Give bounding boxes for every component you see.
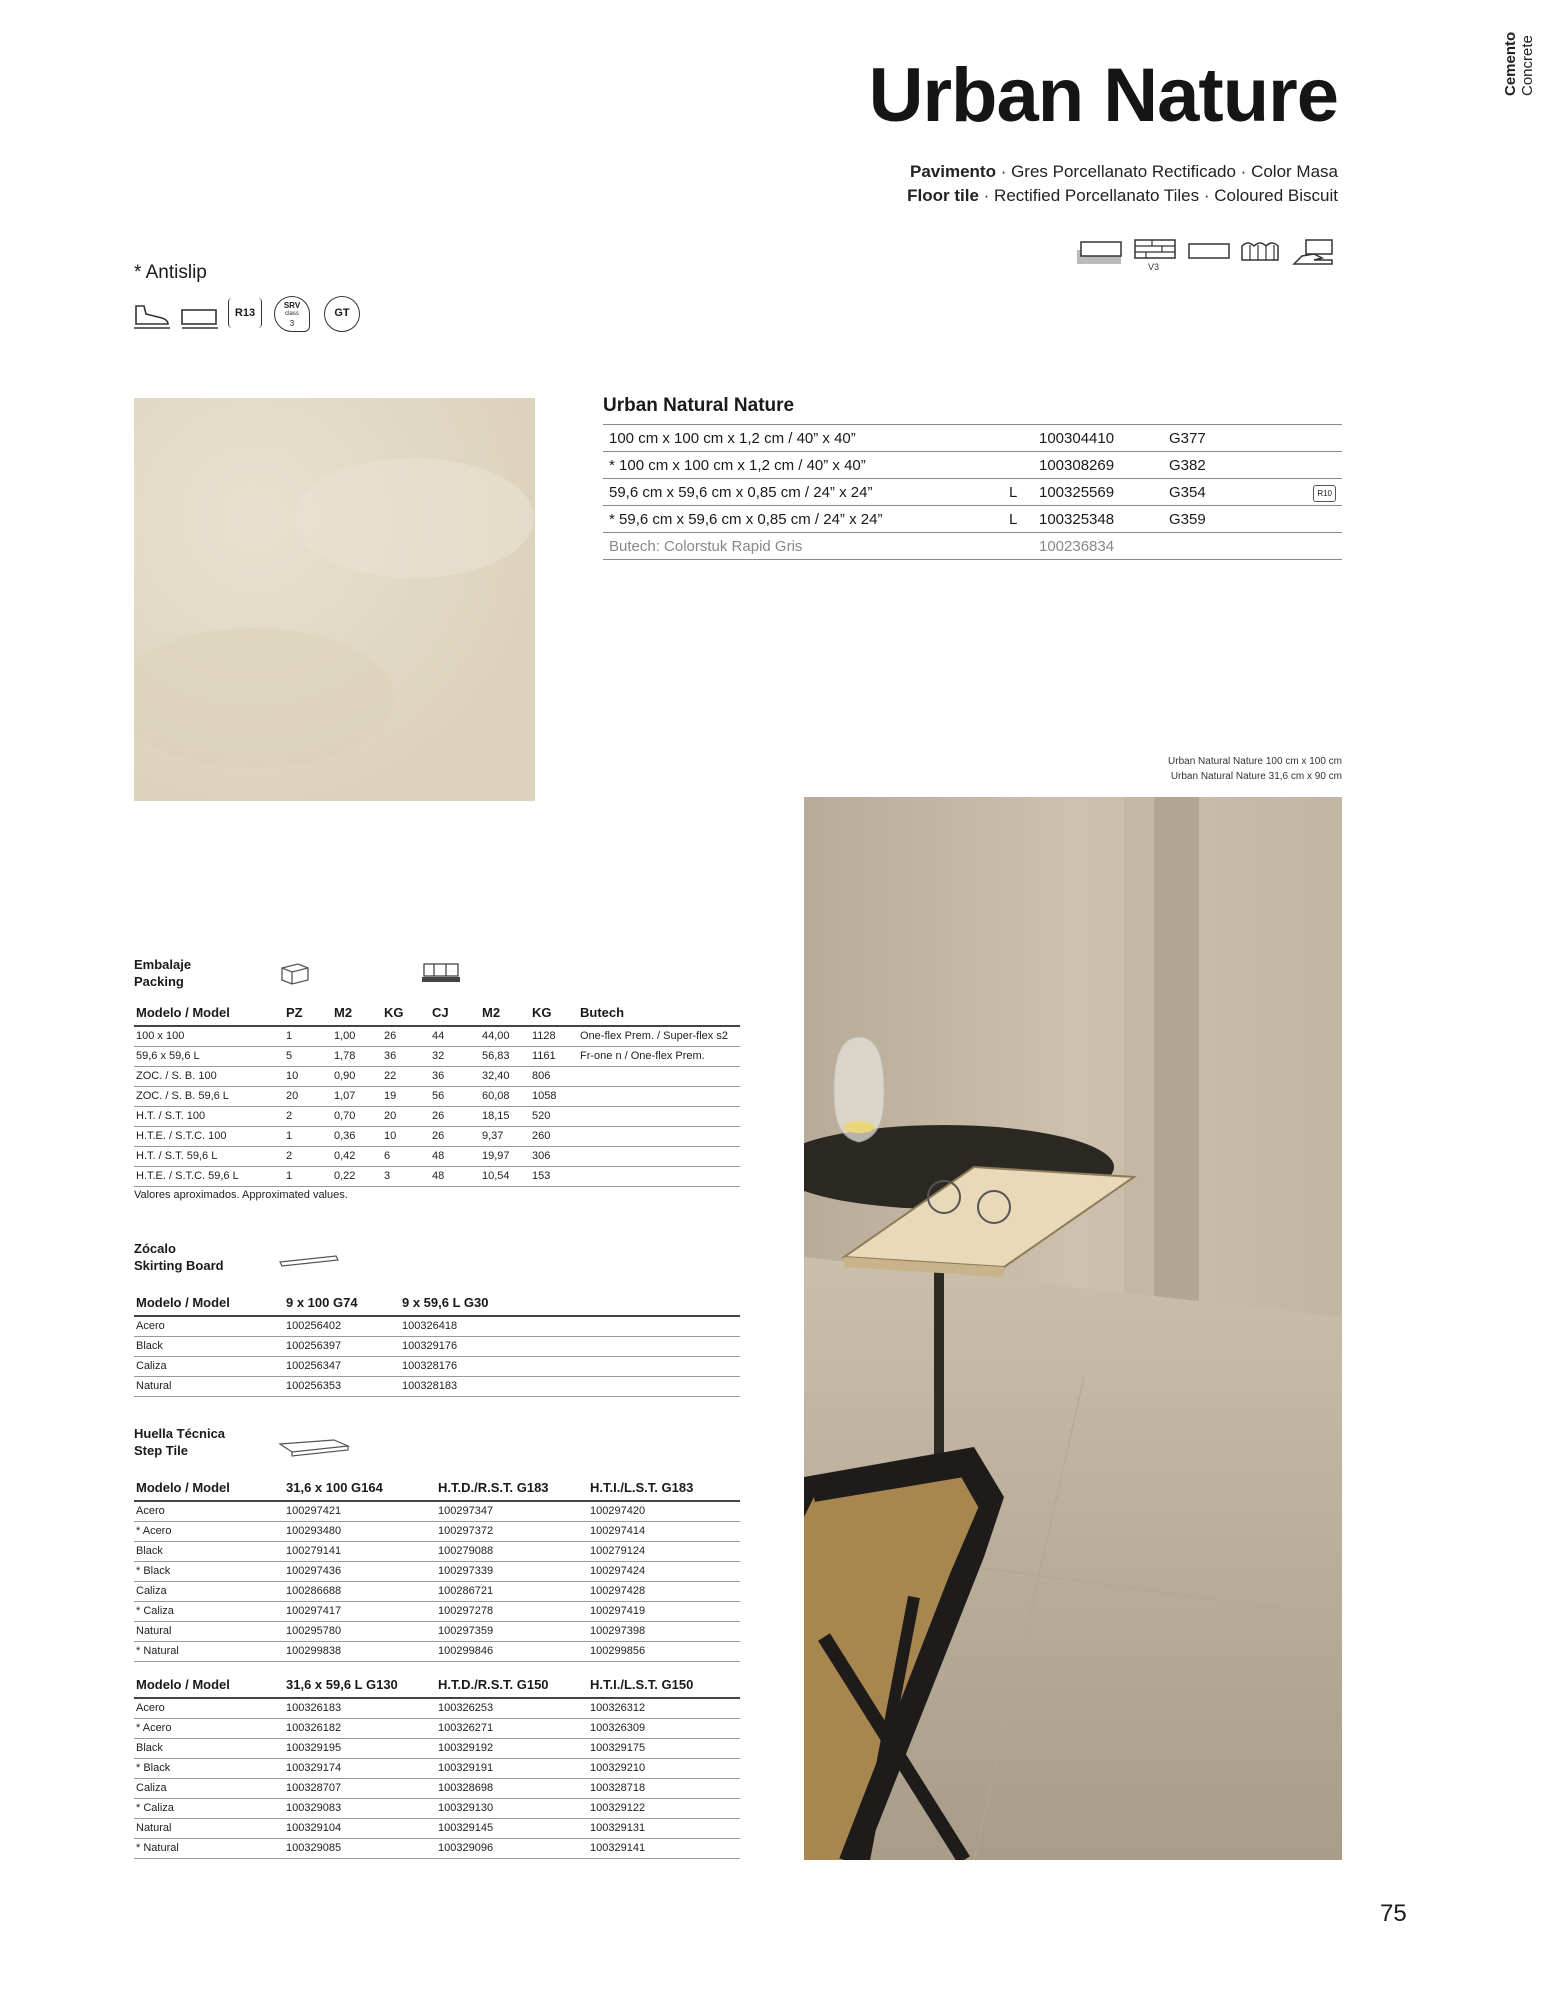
table-cell: 100329130 [436,1798,588,1818]
product-cell-badge [1303,506,1342,533]
table-row [134,1778,740,1798]
table-row [134,1641,740,1661]
table-row [134,1336,740,1356]
table-cell: * Natural [134,1641,284,1661]
product-cell-code: 100325348 [1033,506,1163,533]
product-cell-size: 100 cm x 100 cm x 1,2 cm / 40” x 40” [603,425,1003,452]
product-cell-size: 59,6 cm x 59,6 cm x 0,85 cm / 24” x 24” [603,479,1003,506]
product-cell-code: 100308269 [1033,452,1163,479]
product-cell-size: Butech: Colorstuk Rapid Gris [603,533,1003,560]
table-cell: 100299856 [588,1641,740,1661]
table-cell: 0,22 [332,1166,382,1186]
table-cell: 20 [382,1106,430,1126]
table-cell: 22 [382,1066,430,1086]
table-header-cell: PZ [284,1000,332,1026]
table-cell: 100329131 [588,1818,740,1838]
table-cell: 100329104 [284,1818,436,1838]
table-cell: * Acero [134,1521,284,1541]
shoe-icon [132,300,172,330]
photo-caption-line2: Urban Natural Nature 31,6 cm x 90 cm [1170,771,1342,782]
subtitle-line-es [907,160,1338,184]
pallet-icon [420,960,464,986]
tile-swatch-image [134,398,535,801]
table-cell: 26 [430,1126,480,1146]
table-cell: 100256347 [284,1356,400,1376]
table-row [134,1106,740,1126]
product-cell-l [1003,533,1033,560]
table-header-cell: Modelo / Model [134,1672,284,1698]
product-cell-g: G382 [1163,452,1303,479]
page-subtitle [907,160,1338,208]
table-header-cell: M2 [332,1000,382,1026]
table-cell: 100297398 [588,1621,740,1641]
table-cell: 19 [382,1086,430,1106]
table-header-cell: H.T.D./R.S.T. G150 [436,1672,588,1698]
table-cell: 100286688 [284,1581,436,1601]
product-name: Urban Natural Nature [603,395,795,416]
table-cell [578,1146,740,1166]
table-row [134,1758,740,1778]
table-cell: H.T.E. / S.T.C. 59,6 L [134,1166,284,1186]
table-cell: 0,36 [332,1126,382,1146]
table-cell: 0,70 [332,1106,382,1126]
table-cell: * Caliza [134,1601,284,1621]
skirting-table [134,1290,740,1397]
subtitle-en-rest: · Rectified Porcellanato Tiles · Coloured Biscuit [978,186,1338,205]
product-cell-l: L [1003,506,1033,533]
table-cell: H.T. / S.T. 100 [134,1106,284,1126]
table-cell: 1161 [530,1046,578,1066]
table-cell: 3 [382,1166,430,1186]
table-cell: 10 [284,1066,332,1086]
skirting-label-es: Zócalo [134,1241,176,1256]
table-cell: 100297436 [284,1561,436,1581]
table-cell: 18,15 [480,1106,530,1126]
table-cell: 100299838 [284,1641,436,1661]
table-cell: 19,97 [480,1146,530,1166]
table-cell: 32,40 [480,1066,530,1086]
table-cell: 2 [284,1106,332,1126]
table-cell: 20 [284,1086,332,1106]
table-cell: 100297278 [436,1601,588,1621]
box-icon [278,960,312,986]
table-header-cell: H.T.I./L.S.T. G183 [588,1475,740,1501]
table-cell: 10,54 [480,1166,530,1186]
table-cell: * Acero [134,1718,284,1738]
table-row [134,1838,740,1858]
table-cell: 100329122 [588,1798,740,1818]
table-cell: 100328707 [284,1778,436,1798]
table-cell: 100295780 [284,1621,436,1641]
table-row [134,1581,740,1601]
table-cell: 100286721 [436,1581,588,1601]
table-cell: 1 [284,1166,332,1186]
table-cell [578,1106,740,1126]
product-cell-code: 100304410 [1033,425,1163,452]
packing-label-es: Embalaje [134,957,192,972]
table-cell: Fr-one n / One-flex Prem. [578,1046,740,1066]
table-cell: 0,90 [332,1066,382,1086]
table-cell: 100297424 [588,1561,740,1581]
table-cell: ZOC. / S. B. 59,6 L [134,1086,284,1106]
table-cell: 100326182 [284,1718,436,1738]
table-cell: 100297339 [436,1561,588,1581]
hand-tile-icon [1292,238,1340,266]
category-side-tab [1502,12,1546,96]
product-cell-g: G354 [1163,479,1303,506]
product-cell-badge [1303,425,1342,452]
table-cell: 0,42 [332,1146,382,1166]
step-tile-table-2 [134,1672,740,1859]
product-cell-badge [1303,533,1342,560]
table-cell: 100329176 [400,1336,740,1356]
subtitle-line-en [907,184,1338,208]
table-cell: Acero [134,1316,284,1336]
page-title: Urban Nature [868,53,1338,138]
table-cell: Black [134,1738,284,1758]
table-cell: 59,6 x 59,6 L [134,1046,284,1066]
table-row [134,1086,740,1106]
step-tile-label-es: Huella Técnica [134,1426,226,1441]
table-cell: 100329141 [588,1838,740,1858]
table-row [134,1066,740,1086]
table-header-cell: 31,6 x 59,6 L G130 [284,1672,436,1698]
table-cell: 100279088 [436,1541,588,1561]
r10-badge: R10 [1313,485,1336,502]
product-row [603,506,1342,533]
table-row [134,1166,740,1186]
step-tile-icon [278,1438,352,1458]
gt-badge [324,296,360,332]
table-cell: * Black [134,1561,284,1581]
table-cell: 100256353 [284,1376,400,1396]
skirting-label [134,1240,224,1274]
table-header-cell: Modelo / Model [134,1290,284,1316]
table-cell: 100329083 [284,1798,436,1818]
table-row [134,1718,740,1738]
v3-label: V3 [1148,262,1160,272]
table-cell: 100297347 [436,1501,588,1521]
table-cell: 100279141 [284,1541,436,1561]
table-cell: H.T. / S.T. 59,6 L [134,1146,284,1166]
table-cell: Black [134,1336,284,1356]
table-cell: 5 [284,1046,332,1066]
table-row [134,1798,740,1818]
packing-label-en: Packing [134,974,184,989]
table-row [134,1521,740,1541]
table-header-cell: Modelo / Model [134,1475,284,1501]
table-header-cell: 9 x 100 G74 [284,1290,400,1316]
product-cell-code: 100325569 [1033,479,1163,506]
packing-label [134,956,191,990]
table-header-cell: 31,6 x 100 G164 [284,1475,436,1501]
product-cell-size: * 59,6 cm x 59,6 cm x 0,85 cm / 24” x 24” [603,506,1003,533]
table-cell: 100329096 [436,1838,588,1858]
subtitle-es-bold: Pavimento [909,162,996,181]
table-cell: 260 [530,1126,578,1146]
table-row [134,1698,740,1718]
step-tile-label-en: Step Tile [134,1443,188,1458]
table-row [134,1621,740,1641]
skirting-board-icon [278,1254,342,1270]
table-cell: Caliza [134,1581,284,1601]
table-cell: 100297417 [284,1601,436,1621]
table-cell: 100328176 [400,1356,740,1376]
table-cell: ZOC. / S. B. 100 [134,1066,284,1086]
table-cell [578,1166,740,1186]
table-cell: 100329145 [436,1818,588,1838]
table-cell: 100329195 [284,1738,436,1758]
table-cell: 806 [530,1066,578,1086]
table-cell: 1128 [530,1026,578,1046]
table-row [134,1046,740,1066]
srv-text: SRV [283,301,301,310]
large-format-icon [1188,238,1232,266]
table-cell: 153 [530,1166,578,1186]
ambient-photo-illustration [804,797,1342,1860]
table-cell: 26 [382,1026,430,1046]
table-cell: 100297419 [588,1601,740,1621]
table-cell: 100 x 100 [134,1026,284,1046]
table-cell: 2 [284,1146,332,1166]
table-cell: 1,07 [332,1086,382,1106]
gt-badge-text: GT [334,307,350,319]
r13-badge [228,298,262,328]
table-cell: 100326271 [436,1718,588,1738]
table-cell: 100326418 [400,1316,740,1336]
product-cell-l: L [1003,479,1033,506]
table-cell: 1,00 [332,1026,382,1046]
table-cell: 1058 [530,1086,578,1106]
table-cell: 10 [382,1126,430,1146]
table-cell: 6 [382,1146,430,1166]
packing-note: Valores aproximados. Approximated values. [134,1189,348,1201]
table-cell: One-flex Prem. / Super-flex s2 [578,1026,740,1046]
table-cell [578,1086,740,1106]
product-row [603,425,1342,452]
table-header-cell: Butech [578,1000,740,1026]
table-row [134,1146,740,1166]
table-cell: Natural [134,1621,284,1641]
table-row [134,1541,740,1561]
table-row [134,1356,740,1376]
table-cell: 100329175 [588,1738,740,1758]
table-cell: 100293480 [284,1521,436,1541]
packing-table [134,1000,740,1187]
table-cell: 100279124 [588,1541,740,1561]
product-cell-l [1003,425,1033,452]
step-tile-label [134,1425,225,1459]
table-cell: 100297359 [436,1621,588,1641]
table-cell: 100329210 [588,1758,740,1778]
table-row [134,1376,740,1396]
table-header-cell: KG [530,1000,578,1026]
table-cell: Black [134,1541,284,1561]
table-cell: 48 [430,1166,480,1186]
format-icons [1076,238,1344,278]
table-cell: 100256397 [284,1336,400,1356]
ambient-photo [804,797,1342,1860]
table-cell: 36 [430,1066,480,1086]
table-cell: 1 [284,1026,332,1046]
skirting-label-en: Skirting Board [134,1258,224,1273]
table-cell: 100329191 [436,1758,588,1778]
product-cell-g: G377 [1163,425,1303,452]
swatch-texture [134,398,535,801]
table-cell: 26 [430,1106,480,1126]
table-cell: 100297421 [284,1501,436,1521]
table-cell: 36 [382,1046,430,1066]
product-cell-badge [1303,479,1342,506]
surface-icon [180,306,220,332]
product-row [603,533,1342,560]
table-cell: 520 [530,1106,578,1126]
table-header-cell: 9 x 59,6 L G30 [400,1290,740,1316]
table-header-cell: H.T.D./R.S.T. G183 [436,1475,588,1501]
product-cell-code: 100236834 [1033,533,1163,560]
table-cell: H.T.E. / S.T.C. 100 [134,1126,284,1146]
table-cell [578,1126,740,1146]
single-tile-format-icon [1076,238,1124,266]
table-cell: Acero [134,1698,284,1718]
table-cell: 100328718 [588,1778,740,1798]
table-header-cell: H.T.I./L.S.T. G150 [588,1672,740,1698]
srv-class-badge [274,296,310,332]
table-row [134,1561,740,1581]
table-cell: 9,37 [480,1126,530,1146]
table-cell: 100326312 [588,1698,740,1718]
table-cell: 44 [430,1026,480,1046]
table-cell: Caliza [134,1356,284,1376]
antislip-badges [132,296,372,336]
table-cell: 100297420 [588,1501,740,1521]
photo-caption [1168,754,1342,784]
table-cell: 100329085 [284,1838,436,1858]
table-cell: 32 [430,1046,480,1066]
table-row [134,1601,740,1621]
product-row [603,479,1342,506]
table-cell: 100329174 [284,1758,436,1778]
table-cell: 100326183 [284,1698,436,1718]
table-header-cell: KG [382,1000,430,1026]
product-cell-g: G359 [1163,506,1303,533]
table-row [134,1818,740,1838]
table-cell: 44,00 [480,1026,530,1046]
table-cell: 100329192 [436,1738,588,1758]
product-cell-size: * 100 cm x 100 cm x 1,2 cm / 40” x 40” [603,452,1003,479]
table-cell: 60,08 [480,1086,530,1106]
table-cell: 1,78 [332,1046,382,1066]
table-cell: 100297372 [436,1521,588,1541]
product-cell-l [1003,452,1033,479]
table-cell: 100328698 [436,1778,588,1798]
table-row [134,1501,740,1521]
antislip-label: * Antislip [134,262,207,283]
subtitle-en-bold: Floor tile [907,186,979,205]
r13-badge-text: R13 [234,307,256,319]
table-cell: * Caliza [134,1798,284,1818]
category-label-en: Concrete [1519,35,1536,96]
table-row [134,1316,740,1336]
table-cell: Natural [134,1818,284,1838]
table-cell: 100299846 [436,1641,588,1661]
photo-caption-line1: Urban Natural Nature 100 cm x 100 cm [1168,756,1342,767]
table-cell: Natural [134,1376,284,1396]
table-header-cell: M2 [480,1000,530,1026]
table-cell: 306 [530,1146,578,1166]
table-cell: Acero [134,1501,284,1521]
table-cell: * Black [134,1758,284,1778]
table-cell: 100297414 [588,1521,740,1541]
table-cell: 100297428 [588,1581,740,1601]
table-cell: 100256402 [284,1316,400,1336]
srv-class-text: class [285,311,299,317]
table-cell: Caliza [134,1778,284,1798]
step-tile-table-1 [134,1475,740,1662]
product-table [603,424,1342,560]
table-header-cell: Modelo / Model [134,1000,284,1026]
page-number: 75 [1380,1900,1407,1927]
table-cell: 100328183 [400,1376,740,1396]
srv-number-text: 3 [289,319,295,328]
table-header-cell: CJ [430,1000,480,1026]
table-row [134,1026,740,1046]
product-cell-badge [1303,452,1342,479]
table-cell: 100326253 [436,1698,588,1718]
table-cell: 56,83 [480,1046,530,1066]
subtitle-es-rest: · Gres Porcellanato Rectificado · Color Masa [995,162,1338,181]
table-cell: 100326309 [588,1718,740,1738]
table-row [134,1738,740,1758]
table-cell: 1 [284,1126,332,1146]
table-cell: * Natural [134,1838,284,1858]
product-cell-g [1163,533,1303,560]
table-cell: 56 [430,1086,480,1106]
category-label-es: Cemento [1502,31,1519,96]
table-row [134,1126,740,1146]
product-row [603,452,1342,479]
wall-panels-icon [1240,238,1284,266]
table-cell [578,1066,740,1086]
table-cell: 48 [430,1146,480,1166]
